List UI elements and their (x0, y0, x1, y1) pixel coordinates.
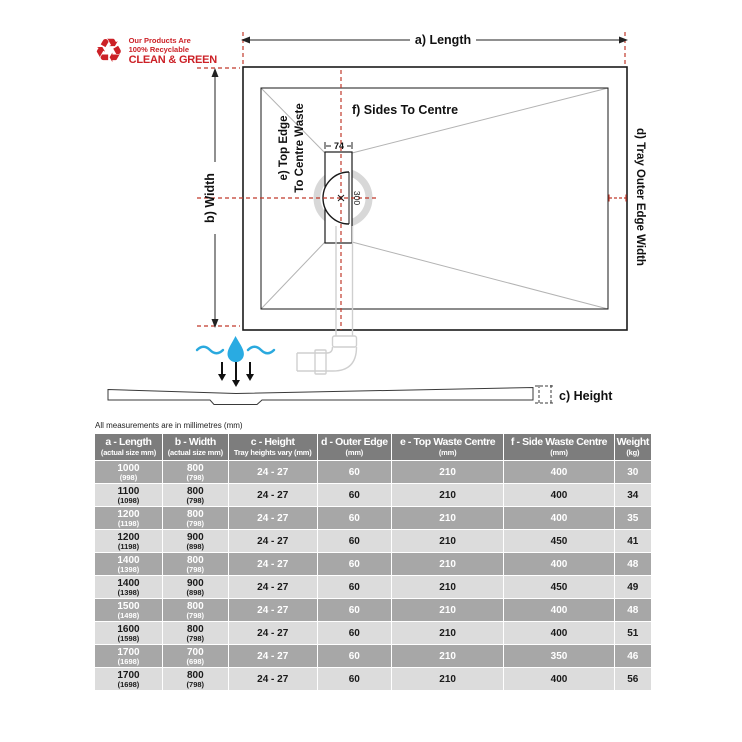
table-cell: 24 - 27 (228, 530, 317, 553)
table-cell: 210 (391, 645, 504, 668)
table-cell: 46 (614, 645, 651, 668)
table-cell: 800 (798) (162, 622, 228, 645)
table-cell: 41 (614, 530, 651, 553)
outer-edge-label: d) Tray Outer Edge Width (634, 128, 646, 266)
table-cell: 400 (504, 461, 614, 484)
tray-inner-edge (261, 88, 608, 309)
table-cell: 800 (798) (162, 484, 228, 507)
table-cell: 1600 (1598) (95, 622, 163, 645)
table-cell: 400 (504, 553, 614, 576)
col-header-length: a - Length (actual size mm) (95, 434, 163, 461)
table-cell: 400 (504, 622, 614, 645)
arrow-down-icon (218, 374, 226, 381)
table-cell: 60 (317, 576, 391, 599)
arrowhead-left-icon (241, 37, 250, 44)
table-cell: 51 (614, 622, 651, 645)
table-cell: 24 - 27 (228, 622, 317, 645)
table-cell: 400 (504, 484, 614, 507)
sides-to-centre-label: f) Sides To Centre (352, 103, 459, 117)
table-cell: 210 (391, 599, 504, 622)
table-cell: 450 (504, 576, 614, 599)
table-cell: 1400 (1398) (95, 553, 163, 576)
table-cell: 800 (798) (162, 507, 228, 530)
table-row (95, 668, 652, 691)
table-cell: 24 - 27 (228, 599, 317, 622)
table-cell: 210 (391, 553, 504, 576)
table-cell: 800 (798) (162, 553, 228, 576)
logo-line-1: Our Products Are (128, 36, 191, 45)
tray-slope-lines (261, 88, 608, 309)
table-cell: 60 (317, 599, 391, 622)
col-header-height: c - Height Tray heights vary (mm) (228, 434, 317, 461)
logo-line-2: 100% Recyclable (128, 45, 190, 54)
table-cell: 900 (898) (162, 530, 228, 553)
table-cell: 210 (391, 668, 504, 691)
tray-side-view (108, 388, 533, 405)
table-cell: 49 (614, 576, 651, 599)
measurements-note: All measurements are in millimetres (mm) (95, 421, 243, 430)
table-cell: 400 (504, 507, 614, 530)
table-cell: 60 (317, 668, 391, 691)
table-cell: 210 (391, 622, 504, 645)
table-cell: 800 (798) (162, 599, 228, 622)
table-row (95, 461, 652, 484)
spec-table (94, 433, 652, 691)
waste-length-value: 300 (352, 190, 362, 206)
waste-width-value: 74 (333, 141, 345, 151)
arrowhead-down-icon (212, 319, 219, 328)
table-cell: 210 (391, 576, 504, 599)
height-dimension (535, 385, 613, 404)
table-row (95, 622, 652, 645)
table-cell: 1500 (1498) (95, 599, 163, 622)
table-cell: 1700 (1698) (95, 645, 163, 668)
table-cell: 900 (898) (162, 576, 228, 599)
arrowhead-up-icon (212, 68, 219, 77)
table-cell: 56 (614, 668, 651, 691)
table-cell: 1100 (1098) (95, 484, 163, 507)
table-cell: 35 (614, 507, 651, 530)
drain-pipe (297, 226, 357, 374)
table-cell: 24 - 27 (228, 668, 317, 691)
table-cell: 60 (317, 530, 391, 553)
table-cell: 24 - 27 (228, 645, 317, 668)
table-cell: 60 (317, 645, 391, 668)
top-edge-label-line1: e) Top Edge (278, 115, 290, 181)
table-row (95, 484, 652, 507)
table-cell: 1200 (1198) (95, 530, 163, 553)
table-row (95, 553, 652, 576)
water-drop-icon (228, 336, 244, 362)
arrowhead-right-icon (619, 37, 628, 44)
table-cell: 34 (614, 484, 651, 507)
table-cell: 400 (504, 599, 614, 622)
table-cell: 210 (391, 484, 504, 507)
table-row (95, 530, 652, 553)
table-cell: 1700 (1698) (95, 668, 163, 691)
col-header-top-waste: e - Top Waste Centre (mm) (391, 434, 504, 461)
arrow-down-icon (232, 380, 240, 387)
arrow-down-icon (246, 374, 254, 381)
height-label: c) Height (559, 389, 613, 403)
table-row (95, 576, 652, 599)
col-header-side-waste: f - Side Waste Centre (mm) (504, 434, 614, 461)
table-cell: 30 (614, 461, 651, 484)
waste-width-dimension (325, 141, 352, 151)
table-cell: 210 (391, 461, 504, 484)
table-cell: 450 (504, 530, 614, 553)
table-cell: 60 (317, 622, 391, 645)
length-dimension (241, 32, 628, 66)
width-label: b) Width (203, 173, 217, 223)
table-row (95, 507, 652, 530)
table-cell: 60 (317, 461, 391, 484)
length-label: a) Length (414, 33, 472, 47)
table-row (95, 645, 652, 668)
table-cell: 210 (391, 507, 504, 530)
table-cell: 350 (504, 645, 614, 668)
col-header-width: b - Width (actual size mm) (162, 434, 228, 461)
logo-line-3: CLEAN & GREEN (128, 54, 218, 66)
table-cell: 60 (317, 484, 391, 507)
table-cell: 60 (317, 553, 391, 576)
water-feature (197, 336, 274, 387)
table-cell: 400 (504, 668, 614, 691)
table-cell: 700 (698) (162, 645, 228, 668)
spec-table-body (95, 461, 652, 691)
table-cell: 24 - 27 (228, 484, 317, 507)
table-cell: 60 (317, 507, 391, 530)
table-cell: 48 (614, 553, 651, 576)
table-cell: 800 (798) (162, 668, 228, 691)
col-header-outer-edge: d - Outer Edge (mm) (317, 434, 391, 461)
flow-arrows (222, 362, 250, 381)
table-cell: 1200 (1198) (95, 507, 163, 530)
table-cell: 210 (391, 530, 504, 553)
table-cell: 24 - 27 (228, 576, 317, 599)
table-cell: 24 - 27 (228, 507, 317, 530)
table-cell: 800 (798) (162, 461, 228, 484)
table-row (95, 599, 652, 622)
recycle-icon: ♻ (94, 32, 124, 69)
table-cell: 1400 (1398) (95, 576, 163, 599)
table-header-row (95, 434, 652, 461)
table-cell: 48 (614, 599, 651, 622)
col-header-weight: Weight (kg) (614, 434, 651, 461)
table-cell: 24 - 27 (228, 461, 317, 484)
top-edge-label-line2: To Centre Waste (294, 103, 306, 193)
table-cell: 24 - 27 (228, 553, 317, 576)
table-cell: 1000 (998) (95, 461, 163, 484)
